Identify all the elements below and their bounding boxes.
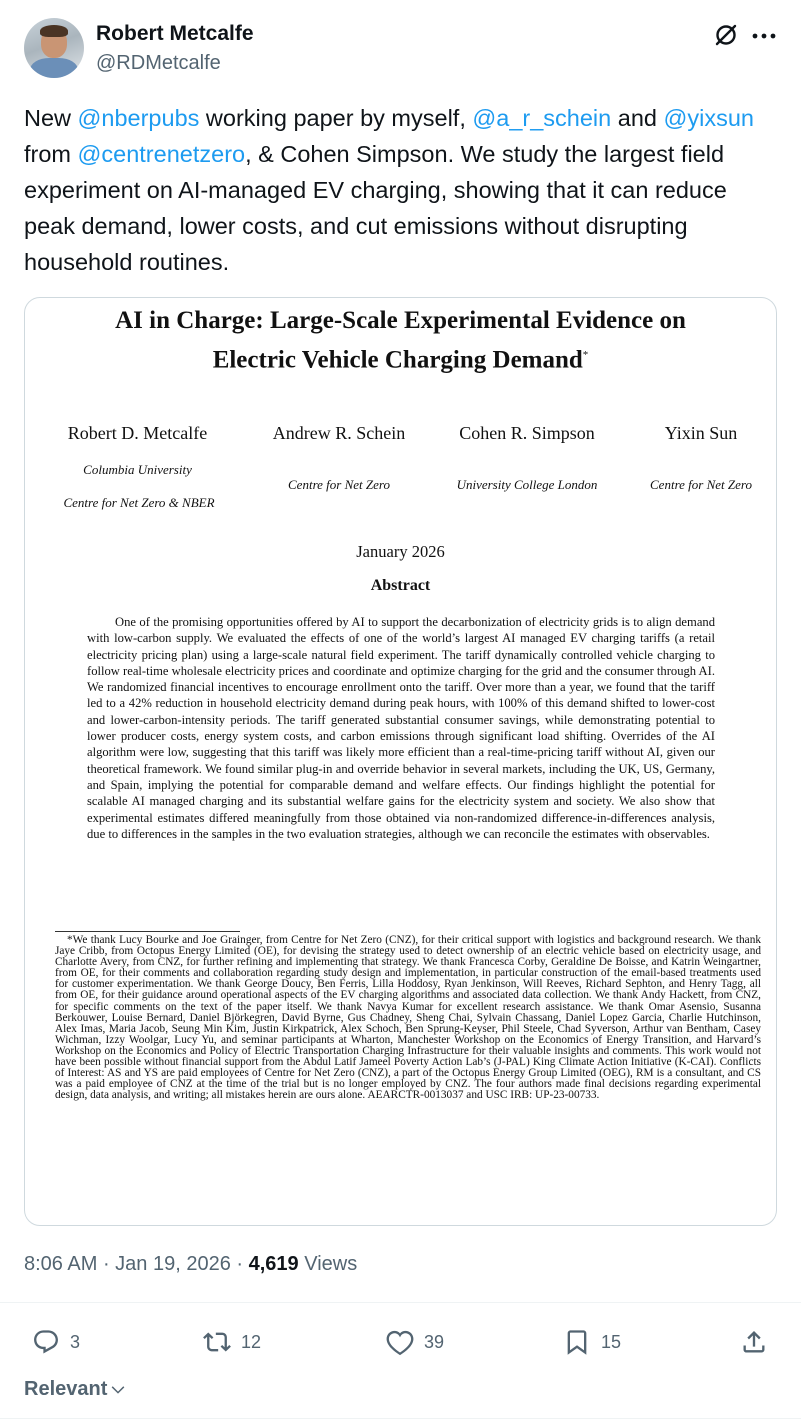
bookmark-count: 15	[601, 1331, 622, 1352]
divider	[0, 1418, 801, 1419]
tweet-text-segment: New	[24, 105, 78, 131]
tweet-time[interactable]: 8:06 AM	[24, 1253, 98, 1275]
paper-affiliation: Centre for Net Zero	[288, 477, 390, 492]
reply-icon	[32, 1328, 60, 1356]
grok-icon[interactable]	[713, 22, 739, 48]
avatar[interactable]	[24, 18, 84, 78]
paper-affiliation: Centre for Net Zero	[650, 477, 752, 492]
tweet-text-segment: from	[24, 141, 78, 167]
mention-link[interactable]: @a_r_schein	[472, 105, 612, 131]
divider	[0, 1302, 801, 1303]
footnote-text: *We thank Lucy Bourke and Joe Grainger, from Centre for Net Zero (CNZ), for their critical support with logistics and background research. We thank Jaye Cribb, from Octopus Energy Limited (OE), for devising the strategy used to detect ownership of an electric vehicle based on electricity usage, and Charlotte Avery, from CNZ, for further refining and implementing that strategy. We thank Francesca Corby, Geraldine De Boisse, and Katrin Weingartner, from OE, for their comments and collaboration regarding study design and implementation, in particular construction of the email-based treatments used for customer experimentation. We thank George Doucy, Ben Ferris, Lilla Hoddosy, Ryan Jenkinson, Will Reeves, Richard Sephton, and Henry Tagg, all from OE, for their guidance around operational aspects of the EV charging algorithms and associated data collection. We thank Andy Hackett, from CNZ, for specific comments on the text of the paper itself. We thank Navya Kumar for excellent research assistance. We thank Omar Asensio, Susanna Berkouwer, Louise Bernard, Daniel Björkegren, David Byrne, Gus Chadney, Sheng Chai, Sylvain Chassang, Daniel Lopez Garcia, Charlie Hutchinson, Alex Imas, Maria Jacob, Seung Min Kim, Justin Kirkpatrick, Alex Schoch, Ben Sprung-Keyser, Phil Steele, Chad Syverson, Arthur van Bentham, Casey Wichman, Izzy Woolgar, Lucy Yu, and seminar participants at Wharton, Manchester Workshop on the Economics of Energy Transition, and Harvard’s Workshop on the Economics and Policy of Electric Transportation Charging Infrastructure for their valuable insights and comments. This work would not have been possible without financial support from the Abdul Latif Jameel Poverty Action Lab’s (J-PAL) King Climate Action Initiative (K-CAI). Conflicts of Interest: AS and YS are paid employees of Centre for Net Zero (CNZ), a part of the Octopus Energy Group Limited (OEG), RM is a consultant, and CS was a paid employee of CNZ at the time of the trial but is no longer employed by CNZ. The four authors made final decisions regarding experimental design, data analysis, and writing; all mistakes herein are ours alone. AEARCTR-0013037 and USC IRB: UP-23-00733.	[55, 934, 761, 1102]
paper-image[interactable]	[24, 297, 777, 1226]
sort-replies-dropdown[interactable]	[24, 1378, 127, 1401]
chevron-down-icon	[109, 1381, 127, 1399]
share-button[interactable]	[740, 1322, 768, 1362]
paper-title: AI in Charge: Large-Scale Experimental Evidence on Electric Vehicle Charging Demand*	[115, 307, 686, 374]
sort-label: Relevant	[24, 1378, 108, 1400]
paper-affiliation: Columbia University	[83, 462, 192, 477]
bookmark-icon	[563, 1328, 591, 1356]
paper-date: January 2026	[356, 542, 445, 561]
tweet-text-segment: working paper by myself,	[199, 105, 473, 131]
tweet-meta: 8:06 AM · Jan 19, 2026 · 4,619 Views	[24, 1253, 358, 1275]
paper-author: Yixin Sun	[664, 423, 738, 443]
like-count: 39	[424, 1331, 445, 1352]
tweet-date[interactable]: Jan 19, 2026	[115, 1253, 231, 1275]
abstract-text: One of the promising opportunities offered by AI to support the decarbonization of electricity grids is to align demand with low-carbon supply. We evaluated the effects of one of the world’s largest AI managed EV charging tariffs (a retail electricity pricing plan) using a large-scale natural field experiment. The tariff dynamically controlled vehicle charging to follow real-time wholesale electricity prices and coordinate and optimize charging for the grid and the consumer through AI. We randomized financial incentives to encourage enrollment onto the tariff. Over more than a year, we found that the tariff led to a 42% reduction in household electricity demand during peak hours, with 100% of this demand shifted to lower-cost and lower-carbon-intensity periods. The tariff generated substantial consumer savings, while demonstrating potential to lower producer costs, energy system costs, and carbon emissions through significant load shifting. Overrides of the AI algorithm were low, suggesting that this tariff was likely more efficient than a real-time-pricing tariff without AI, given our theoretical framework. We found similar plug-in and override behavior in several markets, including the UK, US, Germany, and Spain, implying the potential for comparable demand and welfare effects. Our findings highlight the potential for scalable AI managed charging and its substantial welfare gains for the electricity system and society. We also show that experimental estimates differed meaningfully from those obtained via non-randomized difference-in-differences analysis, due to differences in the samples in the two evaluation strategies, although we can reconcile the estimates with observables.	[87, 615, 715, 841]
paper-author: Robert D. Metcalfe	[67, 423, 208, 443]
bookmark-button[interactable]	[563, 1322, 621, 1362]
repost-count: 12	[241, 1331, 262, 1352]
repost-icon	[203, 1328, 231, 1356]
author-name[interactable]: Robert Metcalfe	[96, 22, 254, 45]
tweet-header	[24, 18, 777, 80]
paper-author: Cohen R. Simpson	[459, 423, 595, 443]
reply-button[interactable]	[32, 1322, 80, 1362]
paper-affiliation: University College London	[456, 477, 598, 492]
views-count: 4,619	[248, 1253, 299, 1275]
action-bar	[0, 1322, 801, 1362]
mention-link[interactable]: @centrenetzero	[77, 141, 246, 167]
tweet-text	[24, 100, 780, 280]
paper-author: Andrew R. Schein	[272, 423, 406, 443]
reply-count: 3	[70, 1331, 81, 1352]
paper-affiliation: Centre for Net Zero & NBER	[63, 495, 215, 510]
repost-button[interactable]	[203, 1322, 261, 1362]
share-icon	[740, 1328, 768, 1356]
abstract-heading: Abstract	[370, 577, 431, 594]
like-button[interactable]	[386, 1322, 444, 1362]
like-icon	[386, 1328, 414, 1356]
mention-link[interactable]: @nberpubs	[77, 105, 200, 131]
tweet-text-segment: and	[611, 105, 664, 131]
tweet-text-segment: , & Cohen Simpson. We study the largest field experiment on AI-managed EV charging, showing that it can reduce peak demand, lower costs, and cut emissions without disrupting household routines.	[24, 141, 727, 275]
views-label: Views	[298, 1253, 358, 1275]
more-icon[interactable]	[751, 26, 777, 46]
footnote-divider	[55, 931, 240, 932]
author-handle[interactable]: @RDMetcalfe	[96, 52, 221, 74]
mention-link[interactable]: @yixsun	[663, 105, 754, 131]
